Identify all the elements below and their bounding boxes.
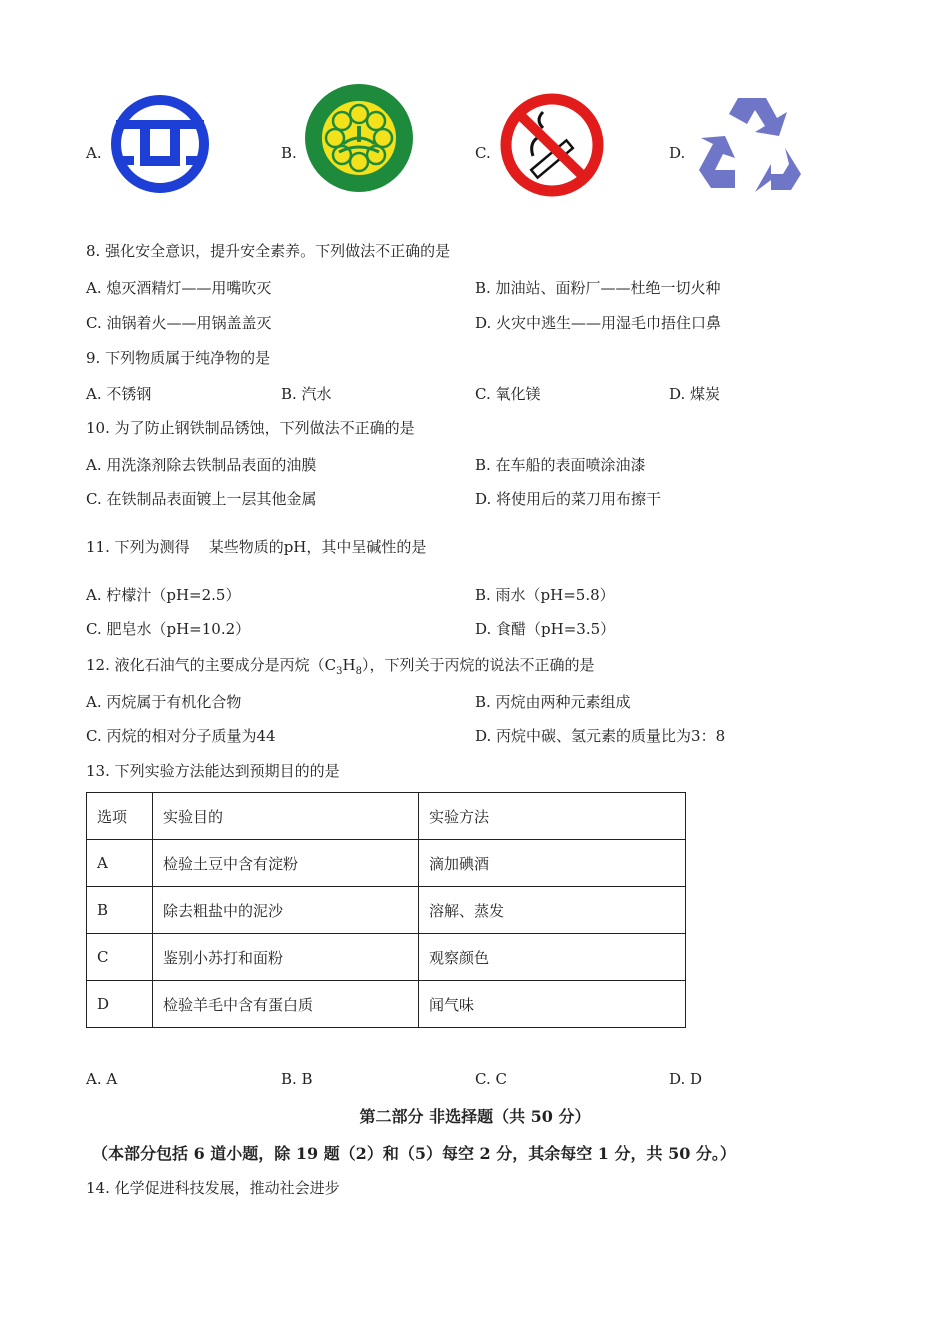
table-row xyxy=(87,840,686,887)
environmental-label-logo-icon xyxy=(303,82,415,194)
table-cell: 滴加碘酒 xyxy=(419,840,686,887)
table-cell: B xyxy=(87,887,153,934)
q8-option-c: C. 油锅着火——用锅盖盖灭 xyxy=(86,314,272,332)
header-cell-purpose: 实验目的 xyxy=(153,793,419,840)
table-cell: 观察颜色 xyxy=(419,934,686,981)
q13-option-c: C. C xyxy=(475,1070,507,1088)
q11-option-b: B. 雨水（pH=5.8） xyxy=(475,586,615,604)
experiment-table xyxy=(86,792,686,1028)
table-row xyxy=(87,981,686,1028)
q13-stem: 13. 下列实验方法能达到预期目的的是 xyxy=(86,762,340,780)
q10-option-d: D. 将使用后的菜刀用布擦干 xyxy=(475,490,662,508)
q12-sub-3: 3 xyxy=(336,666,343,677)
logo-c-label: C. xyxy=(475,144,491,162)
q8-option-d: D. 火灾中逃生——用湿毛巾捂住口鼻 xyxy=(475,314,722,332)
q12-stem-post: ），下列关于丙烷的说法不正确的是 xyxy=(361,656,595,674)
logo-a-label: A. xyxy=(86,144,102,162)
q9-option-c: C. 氧化镁 xyxy=(475,385,541,403)
part2-note: （本部分包括 6 道小题，除 19 题（2）和（5）每空 2 分，其余每空 1 分，共 50 分。） xyxy=(92,1144,736,1163)
q12-sub-8: 8 xyxy=(355,666,362,677)
table-cell: 除去粗盐中的泥沙 xyxy=(153,887,419,934)
table-row xyxy=(87,934,686,981)
q8-option-a: A. 熄灭酒精灯——用嘴吹灭 xyxy=(86,279,272,297)
table-cell: 检验土豆中含有淀粉 xyxy=(153,840,419,887)
table-cell: A xyxy=(87,840,153,887)
q13-option-b: B. B xyxy=(281,1070,313,1088)
q9-option-b: B. 汽水 xyxy=(281,385,332,403)
q13-option-d: D. D xyxy=(669,1070,703,1088)
q8-stem: 8. 强化安全意识，提升安全素养。下列做法不正确的是 xyxy=(86,242,451,260)
table-cell: C xyxy=(87,934,153,981)
recycle-symbol-icon xyxy=(695,92,809,194)
q9-option-d: D. 煤炭 xyxy=(669,385,721,403)
q13-option-a: A. A xyxy=(86,1070,118,1088)
q12-option-a: A. 丙烷属于有机化合物 xyxy=(86,693,242,711)
q14-stem: 14. 化学促进科技发展，推动社会进步 xyxy=(86,1179,340,1197)
table-cell: 检验羊毛中含有蛋白质 xyxy=(153,981,419,1028)
q11-stem: 11. 下列为测得 某些物质的pH，其中呈碱性的是 xyxy=(86,538,427,556)
q12-option-b: B. 丙烷由两种元素组成 xyxy=(475,693,631,711)
table-cell: 鉴别小苏打和面粉 xyxy=(153,934,419,981)
header-cell-option: 选项 xyxy=(87,793,153,840)
q11-option-c: C. 肥皂水（pH=10.2） xyxy=(86,620,251,638)
table-cell: D xyxy=(87,981,153,1028)
q11-option-d: D. 食醋（pH=3.5） xyxy=(475,620,616,638)
q10-option-a: A. 用洗涤剂除去铁制品表面的油膜 xyxy=(86,456,317,474)
q10-option-c: C. 在铁制品表面镀上一层其他金属 xyxy=(86,490,317,508)
header-cell-method: 实验方法 xyxy=(419,793,686,840)
q12-stem-pre: 12. 液化石油气的主要成分是丙烷（C xyxy=(86,656,337,674)
q10-option-b: B. 在车船的表面喷涂油漆 xyxy=(475,456,646,474)
q8-option-b: B. 加油站、面粉厂——杜绝一切火种 xyxy=(475,279,721,297)
logo-b-label: B. xyxy=(281,144,297,162)
q12-stem-mid: H xyxy=(342,656,356,674)
water-saving-logo-icon xyxy=(110,92,210,196)
q12-option-d: D. 丙烷中碳、氢元素的质量比为3：8 xyxy=(475,727,726,745)
q10-stem: 10. 为了防止钢铁制品锈蚀，下列做法不正确的是 xyxy=(86,419,415,437)
q9-stem: 9. 下列物质属于纯净物的是 xyxy=(86,349,271,367)
table-row xyxy=(87,887,686,934)
q12-stem xyxy=(86,654,594,677)
logo-d-label: D. xyxy=(669,144,686,162)
table-cell: 溶解、蒸发 xyxy=(419,887,686,934)
no-smoking-sign-icon xyxy=(499,92,605,198)
q9-option-a: A. 不锈钢 xyxy=(86,385,152,403)
table-cell: 闻气味 xyxy=(419,981,686,1028)
q12-option-c: C. 丙烷的相对分子质量为44 xyxy=(86,727,276,745)
q11-option-a: A. 柠檬汁（pH=2.5） xyxy=(86,586,241,604)
part2-title: 第二部分 非选择题（共 50 分） xyxy=(359,1107,591,1126)
table-header-row xyxy=(87,793,686,840)
